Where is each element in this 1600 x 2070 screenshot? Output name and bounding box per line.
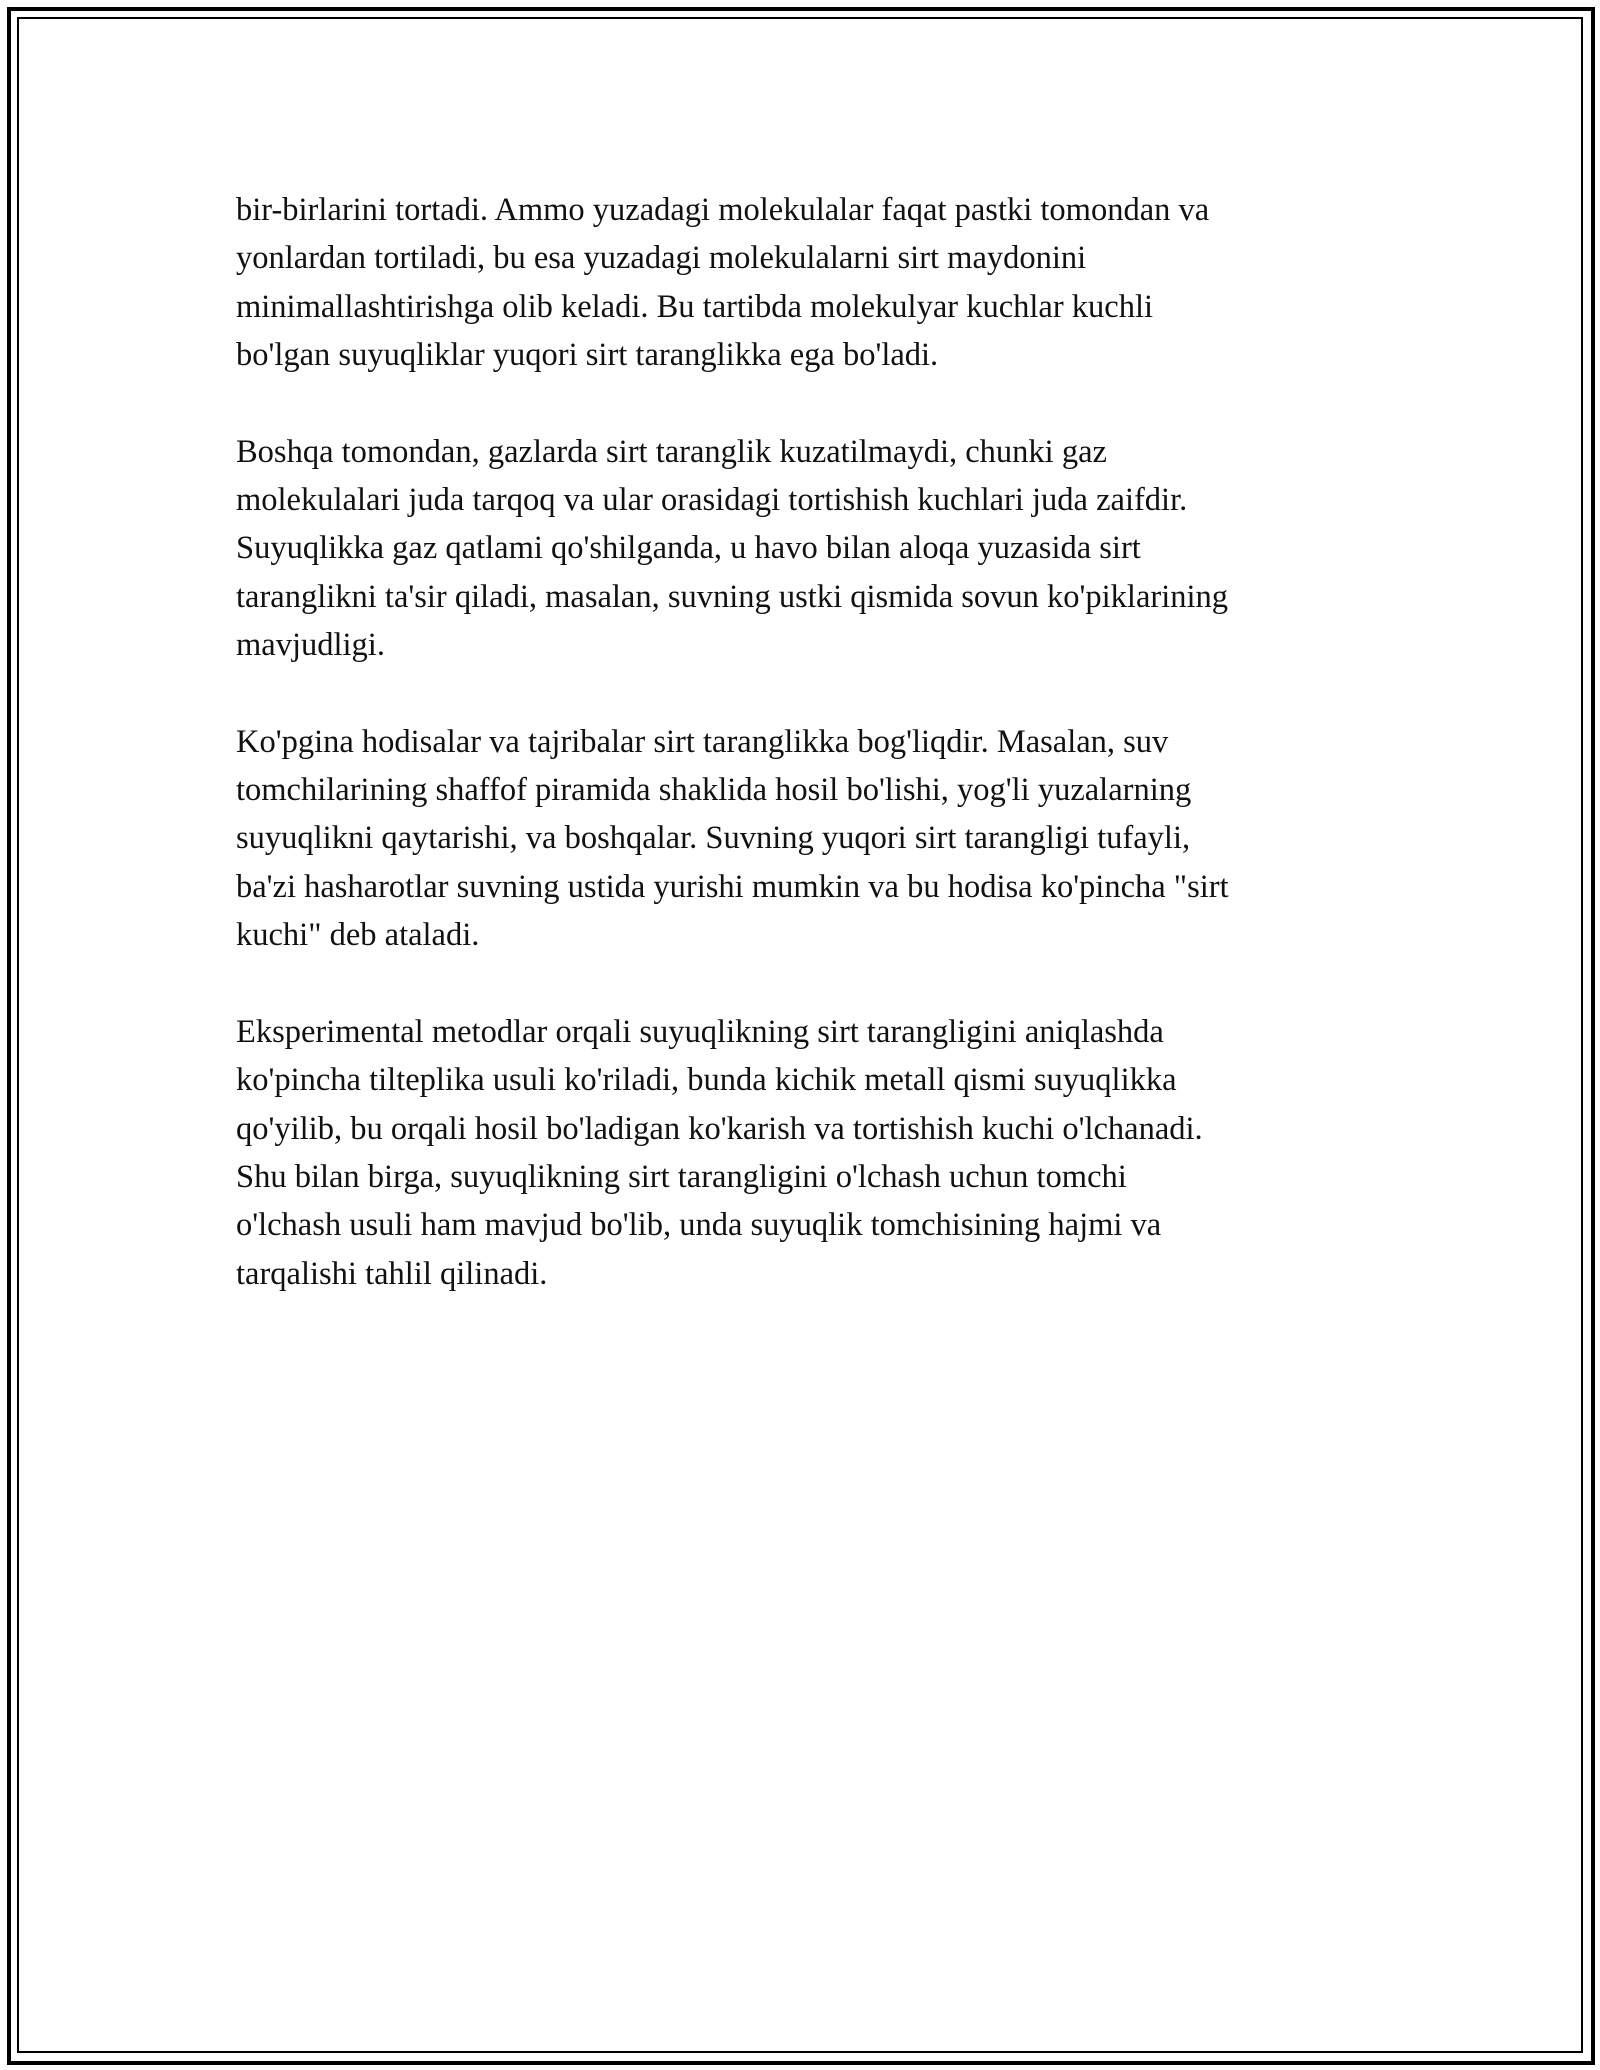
paragraph-1: bir-birlarini tortadi. Ammo yuzadagi molekulalar faqat pastki tomondan va yonlardan tortiladi, bu esa yuzadagi molekulalarni sirt maydonini minimallashtirishga olib keladi. Bu tartibda molekulyar kuchlar kuchli bo'lgan suyuqliklar yuqori sirt taranglikka ega bo'ladi. [236,192,1210,374]
document-body [236,186,1366,1346]
paragraph-3: Ko'pgina hodisalar va tajribalar sirt taranglikka bog'liqdir. Masalan, suv tomchilarining shaffof piramida shaklida hosil bo'lishi, yog'li yuzalarning suyuqlikni qaytarishi, va boshqalar. Suvning yuqori sirt tarangligi tufayli, ba'zi hasharotlar suvning ustida yurishi mumkin va bu hodisa ko'pincha "sirt kuchi" deb ataladi. [236,723,1229,954]
paragraph-4: Eksperimental metodlar orqali suyuqlikning sirt tarangligini aniqlashda ko'pincha tilteplika usuli ko'riladi, bunda kichik metall qismi suyuqlikka qo'yilib, bu orqali hosil bo'ladigan ko'karish va tortishish kuchi o'lchanadi. Shu bilan birga, suyuqlikning sirt tarangligini o'lchash uchun tomchi o'lchash usuli ham mavjud bo'lib, unda suyuqlik tomchisining hajmi va tarqalishi tahlil qilinadi. [236,1013,1203,1292]
paragraph-2: Boshqa tomondan, gazlarda sirt taranglik kuzatilmaydi, chunki gaz molekulalari juda tarqoq va ular orasidagi tortishish kuchlari juda zaifdir. Suyuqlikka gaz qatlami qo'shilganda, u havo bilan aloqa yuzasida sirt taranglikni ta'sir qiladi, masalan, suvning ustki qismida sovun ko'piklarining mavjudligi. [236,433,1229,664]
